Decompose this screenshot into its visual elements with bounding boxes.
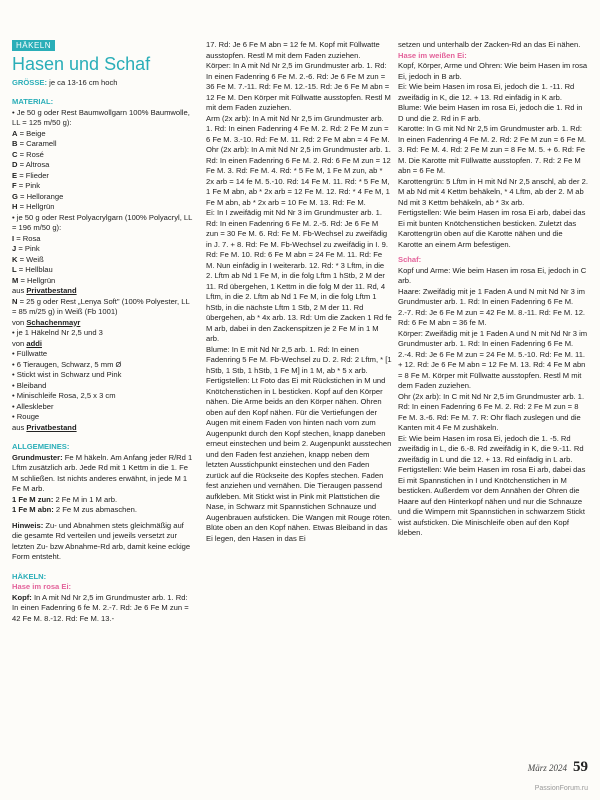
general-para: Grundmuster: Fe M häkeln. Am Anfang jeder R/Rd 1 Lftm zusätzlich arb. Jede Rd mit 1 Kettm in die 1. Fe M schließen. Ist nichts anderes erwähnt, in jede M 1 Fe M arb. [12,452,193,493]
crochet-heading: HÄKELN: [12,571,47,581]
instruction-para: Fertigstellen: Lt Foto das Ei mit Rückstichen in M und Knötchenstichen in L besticken. Kopf auf den Körper nähen. Die Arme beids an den Körper nähen. Ohren oben auf den Kopf nähen. Für die Vertiefungen der Augen mit einem Faden von hinten nach vorn zum Augenpunkt durch den Kopf stechen, knapp daneben erneut einstechen und beim 2. Augenpunkt ausstechen und den Faden fest anziehen, knapp neben dem letzten Ausstichpunkt einstechen und den Faden zurück auf die Rückseite des Kopfes stechen. Faden fest anziehen und vernähen. Die Tieraugen passend aufkleben. Mit Stickt wist in Pink mit Plattstichen die Nase, in Schwarz mit Spannstichen Schnauze und Augenbrauen aufsticken. Die Wangen mit Rouge röten. Blüte oben an den Kopf nähen. Etwas Bleiband in das Ei legen, den Hasen in das Ei [206,376,392,543]
size-text: je ca 13-16 cm hoch [47,77,118,87]
source-line: aus Privatbestand [12,422,77,432]
watermark: PassionForum.ru [534,785,588,792]
extras-list [12,349,194,423]
instruction-para: Fertigstellen: Wie beim Hasen im rosa Ei arb, dabei das Ei mit bunten Knötchenstichen besticken. Zuletzt das Karottengrün oben auf die Karotte nähen und die Karotte an einem Arm befestigen. [398,208,586,249]
list-item: • Alleskleber [12,401,54,411]
section-tag: HÄKELN [12,40,55,51]
instruction-para: Ei: Wie beim Hasen im rosa Ei, jedoch die 1. -5. Rd zweifädig in L, die 6.-8. Rd zweifädig in K, die 9.-11. Rd zweifädig in L und die 12. + 13. Rd einfädig in L arb. [398,433,584,464]
color-item: G = Hellorange [12,191,64,201]
page-number: 59 [573,759,588,775]
color-list-2 [12,234,194,287]
column-1 [12,40,194,624]
color-item: C = Rosé [12,149,44,159]
subheading-schaf: Schaf: [398,255,422,264]
instruction-para: Arm (2x arb): In A mit Nd Nr 2,5 im Grundmuster arb. 1. Rd: In einen Fadenring 4 Fe M. 2. Rd: 2 Fe M zun = 6 Fe M. 3.-10. Rd: Fe M. 11. Rd: 2 Fe M abn = 4 Fe M. [206,113,390,144]
size-label: GRÖSSE: [12,77,48,87]
column-3 [398,40,588,539]
color-item: E = Flieder [12,170,49,180]
issue-date: März 2024 [527,763,567,773]
color-item: J = Pink [12,244,40,253]
page-title: Hasen und Schaf [12,53,151,74]
instruction-para: Haare: Zweifädig mit je 1 Faden A und N mit Nd Nr 3 im Grundmuster arb. 1. Rd: In einen Fadenring 6 Fe M. 2.-7. Rd: Je 6 Fe M zun = 42 Fe M. 8.-11. Rd: Fe M. 12. Rd: 6 Fe M abn = 36 fe M. [398,286,586,327]
color-item: D = Altrosa [12,160,50,169]
list-item: • Minischleife Rosa, 2,5 x 3 cm [12,391,116,400]
n-yarn-line: N = 25 g oder Rest „Lenya Soft" (100% Polyester, LL = 85 m/25 g) in Weiß (Fb 1001) [12,296,190,316]
size-line [12,78,194,89]
instruction-para: Körper: In A mit Nd Nr 2,5 im Grundmuster arb. 1. Rd: In einen Fadenring 6 Fe M. 2.-6. Rd: Je 6 Fe M zun = 36 Fe M. 7.-11. Rd: Fe M. 12.-15. Rd: Je 6 Fe M abn = 12 Fe M. Den Körper mit Füllwatte ausstopfen. Restl M mit dem Faden zuziehen. [206,61,391,112]
instruction-para: Ohr (2x arb): In C mit Nd Nr 2,5 im Grundmuster arb. 1. Rd: In einen Fadenring 6 Fe M. 2. Rd: 2 Fe M zun = 8 Fe M. 3.-6. Rd: Fe M. 7. R: Ohr flach zuslegen und die Kanten mit 4 Fe M zushäkeln. [398,391,585,432]
list-item: • Bleiband [12,380,47,390]
color-item: I = Rosa [12,233,41,243]
instruction-para: setzen und unterhalb der Zacken-Rd an das Ei nähen. [398,40,581,49]
instruction-para: Körper: Zweifädig mit je 1 Faden A und N mit Nd Nr 3 im Grundmuster arb. 1. Rd: In einen Fadenring 6 Fe M. 2.-4. Rd: Je 6 Fe M zun = 24 Fe M. 5.-10. Rd: Fe M. 11. + 12. Rd: Je 6 Fe M abn = 12 Fe M. 13. Rd: 4 Fe M abn = 8 Fe M. Körper mit Füllwatte ausstopfen. Restl M mit dem Faden zuziehen. [398,328,588,390]
instruction-para: Karottengrün: 5 Lftm in H mit Nd Nr 2,5 anschl, ab der 2. M ab Nd mit 4 Kettm behäkeln, * 4 Lftm, ab der 2. M ab Nd mit 3 Kettm behäkeln, ab * 3x arb. [398,176,588,207]
general-para: 1 Fe M zun: 2 Fe M in 1 M arb. [12,494,118,504]
instruction-para: Kopf, Körper, Arme und Ohren: Wie beim Hasen im rosa Ei, jedoch in B arb. [398,61,588,81]
color-item: F = Pink [12,181,41,190]
source-line: von addi [12,338,42,348]
subheading-rosa: Hase im rosa Ei: [12,582,72,591]
instruction-para: Kopf: In A mit Nd Nr 2,5 im Grundmuster arb. 1. Rd: In einen Fadenring 6 fe M. 2.-7. Rd: Je 6 Fe M zun = 42 Fe M. 8.-12. Rd: Fe M. 13.- [12,592,189,623]
general-para: 1 Fe M abn: 2 Fe M zus abmaschen. [12,505,137,514]
color-item: A = Beige [12,128,46,138]
list-item: • Stickt wist in Schwarz und Pink [12,370,122,379]
instruction-para: 17. Rd: Je 6 Fe M abn = 12 fe M. Kopf mit Füllwatte ausstopfen. Restl M mit dem Faden zuziehen. [206,40,380,60]
instruction-para: Ohr (2x arb): In A mit Nd Nr 2,5 im Grundmuster arb. 1. Rd: In einen Fadenring 6 Fe M. 2. Rd: 6 Fe M zun = 12 Fe M. 3. Rd: Fe M. 4. Rd: * 5 Fe M, 1 Fe M zun, ab * 2x arb = 14 fe M. 5.-10. Rd: 14 Fe M. 11. Rd: * 5 Fe M, 1 Fe M abn, ab * 2x arb = 12 Fe M. 12. Rd: * 4 Fe M, 1 Fe M abn, ab * 2x arb = 10 Fe M. 13. Rd: Fe M. [206,145,391,207]
instruction-para: Kopf und Arme: Wie beim Hasen im rosa Ei, jedoch in C arb. [398,265,587,285]
material-heading: MATERIAL: [12,97,54,106]
instruction-para: Karotte: In G mit Nd Nr 2,5 im Grundmuster arb. 1. Rd: In einen Fadenring 4 Fe M. 2. Rd: 2 Fe M zun = 6 Fe M. 3. Rd: Fe M. 4. Rd: 2 Fe M zun = 8 Fe M. 5. + 6. Rd: Fe M. Die Karotte mit Füllwatte ausstopfen. 7. Rd: 2 Fe M abn = 6 Fe M. [398,124,587,175]
page-footer [528,758,588,776]
color-item: M = Hellgrün [12,275,56,285]
list-item: • Rouge [12,412,40,421]
instruction-para: Fertigstellen: Wie beim Hasen im rosa Ei arb, dabei das Ei mit Spannstichen in I und Knötchenstichen in M besticken. Außerdem vor dem Annähen der Ohren die Haare auf den Hinterkopf nähen und nur die Schnauze und die Wimpern mit Spannstichen in schwarzem Stickt wist aufsticken. Die Minischleife oben auf den Kopf kleben. [398,465,586,537]
color-item: H = Hellgrün [12,202,55,211]
color-item: L = Hellblau [12,265,53,274]
source-line: von Schachenmayr [12,317,81,327]
color-item: B = Caramell [12,139,57,148]
color-item: K = Weiß [12,254,44,264]
instruction-para: Ei: In I zweifädig mit Nd Nr 3 im Grundmuster arb. 1. Rd: In einen Fadenring 6 Fe M. 2.-5. Rd: Je 6 Fe M zun = 30 Fe M. 6. Rd: Fe M. Fb-Wechsel zu zweifädig in J. 7. + 8. Rd: Fe M. Fb-Wechsel zu zweifädig in I. 9. Rd: Fe M. 10. Rd: 6 Fe M abn = 24 Fe M. 11. Rd: Fe M. Nun einfädig in I weiterarb. 12. Rd: * 3 Lftm, in die 2. Lftm ab Nd 1 Fe M, in die folg Lftm 1 hStb, 2 M der 11. Rd übergehen, 1 Kettm in die folg M der 11. Rd, 4 Lftm, in die 2. Lftm ab Nd 1 Fe M, in die folg Lftm 1 hStb, in die nächste Lftm 1 Stb, 2 M der 11. Rd übergehen, ab * 4x arb. 13. Rd: Um die Zacken 1 Rd fe M arb, dabei in den Zackenspitzen je 2 Fe M in 1 M arb. [206,208,392,343]
list-item: • 6 Tieraugen, Schwarz, 5 mm Ø [12,359,122,369]
hook-line: • je 1 Häkelnd Nr 2,5 und 3 [12,328,103,337]
list-item: • Füllwatte [12,349,48,358]
subheading-weiss: Hase im weißen Ei: [398,50,467,60]
source-line: aus Privatbestand [12,286,77,295]
general-para: Hinweis: Zu- und Abnahmen stets gleichmäßig auf die gesamte Rd verteilen und jeweils versetzt zur letzten Zu- bzw Abnahme-Rd arb, damit keine eckige Form entsteht. [12,520,191,561]
instruction-para: Blume: Wie beim Hasen im rosa Ei, jedoch die 1. Rd in D und die 2. Rd in F arb. [398,103,583,123]
yarn1: • Je 50 g oder Rest Baumwollgarn 100% Baumwolle, LL = 125 m/50 g): [12,107,190,127]
yarn2: • je 50 g oder Rest Polyacrylgarn (100% Polyacryl, LL = 196 m/50 g): [12,212,193,232]
general-heading: ALLGEMEINES: [12,442,70,451]
instruction-para: Blume: In E mit Nd Nr 2,5 arb. 1. Rd: In einen Fadenring 5 Fe M. Fb-Wechsel zu D. 2. Rd: 2 Lftm, * [1 hStb, 1 Stb, 1 hStb, 1 Fe M] in 1 M, ab * 5 x arb. [206,344,392,375]
column-2 [206,40,392,544]
instruction-para: Ei: Wie beim Hasen im rosa Ei, jedoch die 1. -11. Rd zweifädig in K, die 12. + 13. Rd einfädig in K arb. [398,82,575,102]
color-list-1 [12,129,194,213]
